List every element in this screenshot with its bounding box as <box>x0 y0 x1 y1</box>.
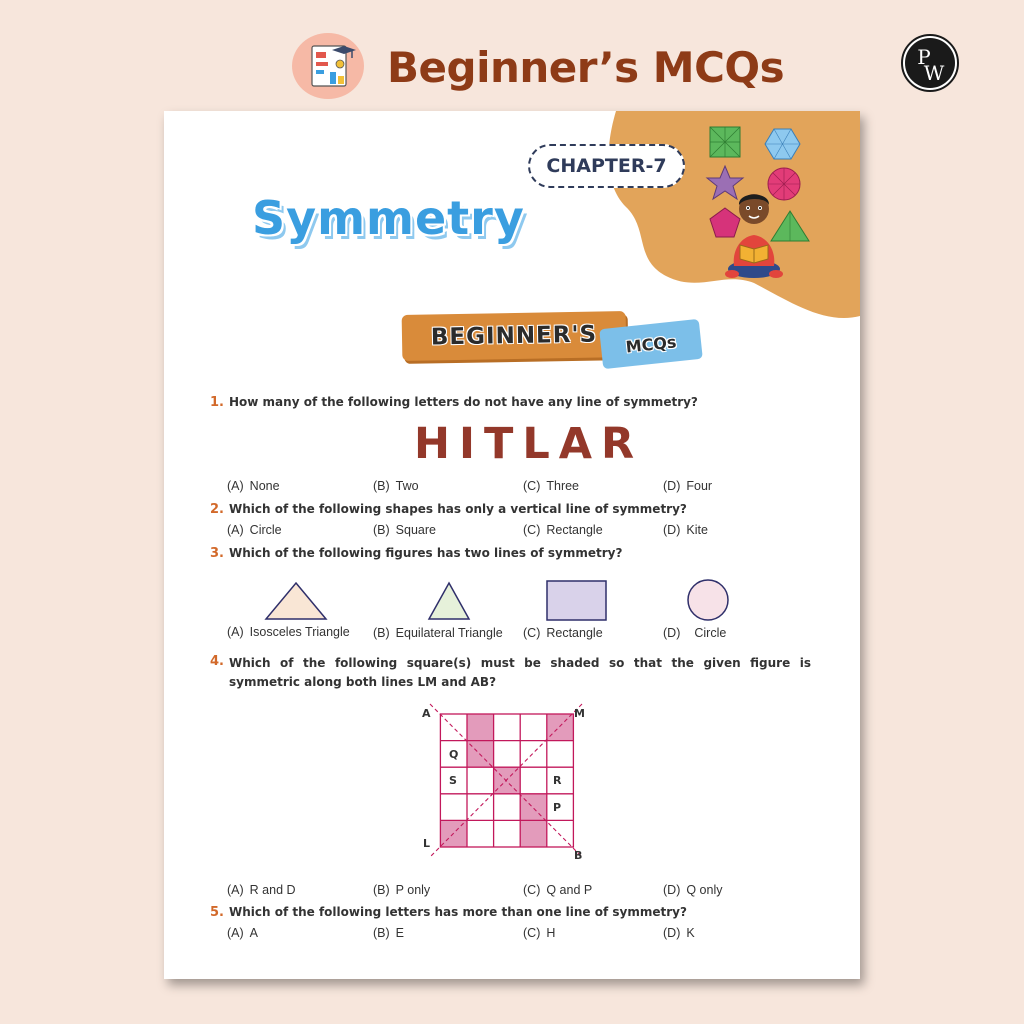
label-l: L <box>423 837 431 850</box>
option-a[interactable]: (A) Isosceles Triangle <box>227 625 350 639</box>
question-number: 3. <box>210 546 224 561</box>
option-d[interactable]: (D) Four <box>663 479 713 493</box>
question-number: 1. <box>210 395 224 410</box>
question-text: Which of the following figures has two lines of symmetry? <box>229 546 623 560</box>
label-p: P <box>553 801 562 814</box>
question-text: Which of the following square(s) must be shaded so that the given figure is symmetric along both lines LM and AB? <box>229 656 811 689</box>
question-text: How many of the following letters do not have any line of symmetry? <box>229 395 698 409</box>
label-s: S <box>449 774 457 787</box>
svg-text:P: P <box>917 45 931 69</box>
pw-logo-icon <box>901 34 959 92</box>
question-3 <box>210 546 622 561</box>
option-d[interactable]: (D) Circle <box>663 626 727 640</box>
circle-icon <box>686 578 730 622</box>
option-a[interactable]: (A) A <box>227 926 259 940</box>
rectangle-icon <box>546 580 608 622</box>
equilateral-triangle-icon <box>427 581 471 621</box>
chapter-title: Symmetry <box>252 191 525 245</box>
option-c[interactable]: (C) Rectangle <box>523 523 603 537</box>
question-text: Which of the following letters has more than one line of symmetry? <box>229 905 687 919</box>
symmetry-grid-figure <box>422 707 585 862</box>
label-a: A <box>422 707 431 720</box>
option-d[interactable]: (D) K <box>663 926 695 940</box>
option-c[interactable]: (C) Q and P <box>523 883 593 897</box>
banner-sub-label: MCQs <box>599 319 703 369</box>
question-1 <box>210 395 698 410</box>
label-r: R <box>553 774 562 787</box>
question-number: 2. <box>210 502 224 517</box>
label-b: B <box>574 849 583 862</box>
isosceles-triangle-icon <box>264 581 328 621</box>
svg-text:W: W <box>923 61 945 85</box>
option-b[interactable]: (B) Two <box>373 479 419 493</box>
label-q: Q <box>449 748 459 761</box>
question-number: 5. <box>210 905 224 920</box>
document-chart-icon <box>292 30 370 100</box>
page-header-title: Beginner’s MCQs <box>387 43 785 92</box>
question-4 <box>210 654 811 692</box>
corner-illustration <box>604 111 860 321</box>
question-2 <box>210 502 687 517</box>
question-text: Which of the following shapes has only a vertical line of symmetry? <box>229 502 687 516</box>
banner-main-label: BEGINNER'S <box>402 311 627 361</box>
worksheet-page <box>164 111 860 979</box>
option-d[interactable]: (D) Q only <box>663 883 723 897</box>
label-m: M <box>574 707 585 720</box>
option-a[interactable]: (A) None <box>227 479 280 493</box>
beginners-mcqs-banner <box>402 311 704 375</box>
option-b[interactable]: (B) E <box>373 926 405 940</box>
option-a[interactable]: (A) R and D <box>227 883 296 897</box>
option-a[interactable]: (A) Circle <box>227 523 282 537</box>
option-b[interactable]: (B) Square <box>373 523 436 537</box>
square-shape-icon <box>710 127 740 157</box>
hitlar-word: HITLAR <box>414 419 644 469</box>
option-c[interactable]: (C) Rectangle <box>523 626 603 640</box>
circle-shape-icon <box>768 168 800 200</box>
question-number: 4. <box>210 654 224 669</box>
option-c[interactable]: (C) H <box>523 926 556 940</box>
option-b[interactable]: (B) Equilateral Triangle <box>373 626 503 640</box>
option-b[interactable]: (B) P only <box>373 883 431 897</box>
question-5 <box>210 905 687 920</box>
option-d[interactable]: (D) Kite <box>663 523 708 537</box>
option-c[interactable]: (C) Three <box>523 479 580 493</box>
chapter-badge: CHAPTER-7 <box>528 144 685 188</box>
